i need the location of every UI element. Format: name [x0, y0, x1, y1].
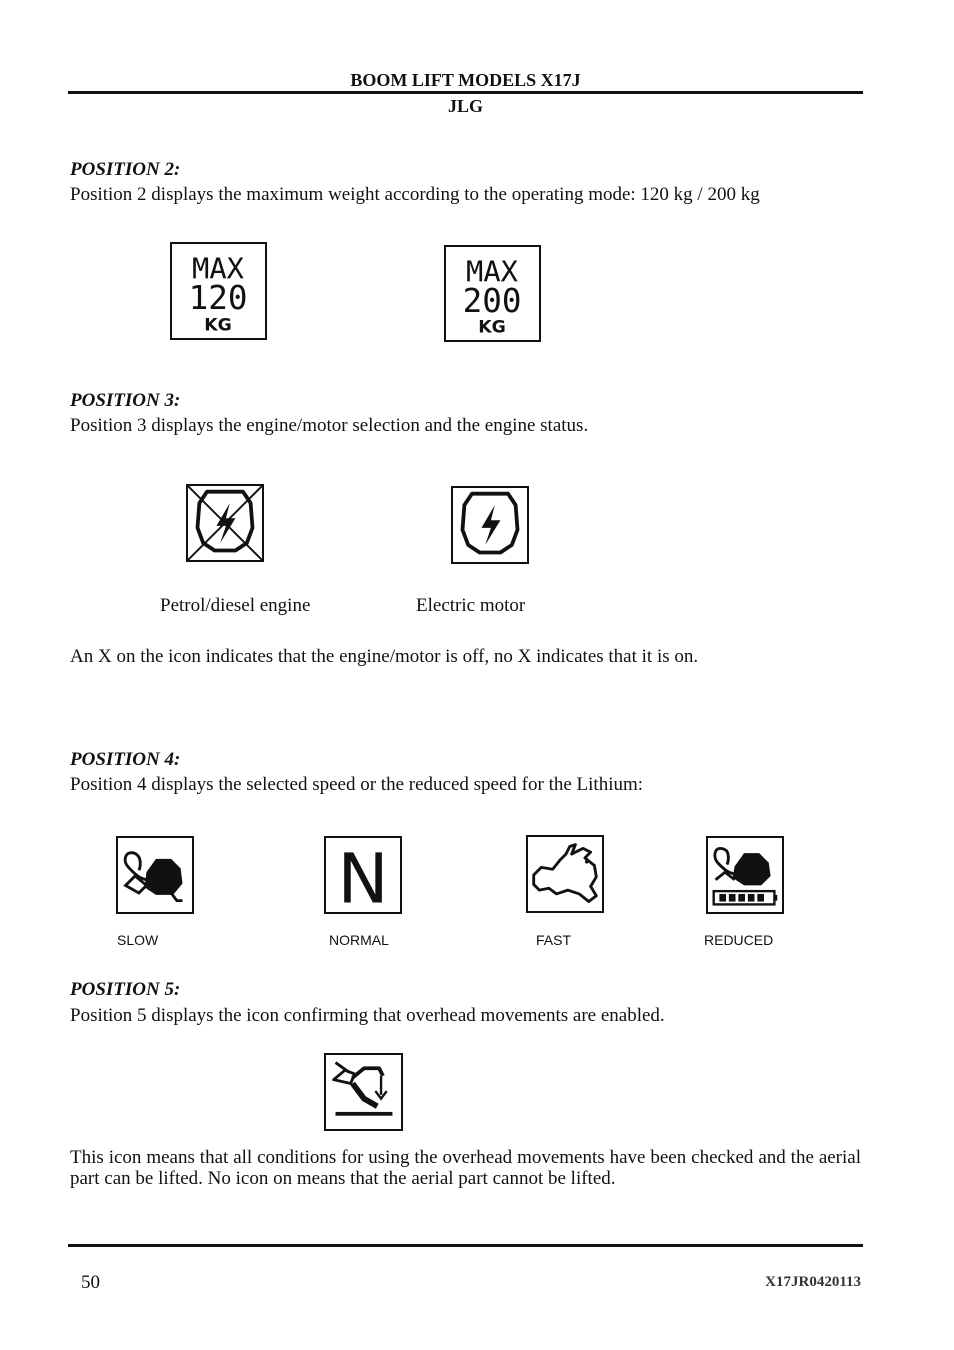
- position-4-text: Position 4 displays the selected speed or the reduced speed for the Lithium:: [70, 774, 644, 795]
- position-5-text: Position 5 displays the icon confirming that overhead movements are enabled.: [70, 1005, 665, 1026]
- position-4-heading: POSITION 4:: [70, 749, 181, 770]
- max-120-line1: MAX: [192, 251, 244, 286]
- document-code: X17JR0420113: [765, 1274, 861, 1290]
- petrol-diesel-caption: Petrol/diesel engine: [160, 595, 311, 616]
- reduced-caption: REDUCED: [704, 932, 774, 948]
- normal-speed-icon: [324, 836, 402, 914]
- document-title: BOOM LIFT MODELS X17J: [350, 70, 581, 90]
- normal-glyph: N: [337, 840, 389, 912]
- electric-motor-caption: Electric motor: [416, 595, 526, 616]
- max-120-line2: 120: [188, 279, 248, 318]
- brand-name: JLG: [447, 96, 483, 116]
- page-number: 50: [81, 1272, 100, 1293]
- max-120-kg-icon: [170, 242, 267, 340]
- max-200-line2: 200: [462, 282, 522, 321]
- tortoise-reduced-icon: [706, 836, 784, 914]
- max-200-kg-icon: [444, 245, 541, 342]
- position-3-text: Position 3 displays the engine/motor selection and the engine status.: [70, 415, 589, 436]
- max-120-line3: KG: [204, 315, 232, 336]
- tortoise-slow-icon: [116, 836, 194, 914]
- max-200-line3: KG: [478, 317, 506, 338]
- position-5-heading: POSITION 5:: [70, 979, 181, 1000]
- position-2-text: Position 2 displays the maximum weight according to the operating mode: 120 kg / 200 kg: [70, 184, 760, 205]
- electric-motor-icon: [451, 486, 529, 564]
- overhead-movement-icon: [324, 1053, 403, 1131]
- position-3-note: An X on the icon indicates that the engine/motor is off, no X indicates that it is on.: [70, 646, 699, 667]
- footer-rule: [68, 1244, 863, 1247]
- position-5-note: This icon means that all conditions for using the overhead movements have been checked and the aerial part can be lifted. No icon on means that the aerial part cannot be lifted.: [70, 1147, 861, 1189]
- fast-caption: FAST: [536, 932, 572, 948]
- engine-off-icon: [186, 484, 264, 562]
- header-rule: [68, 91, 863, 94]
- normal-caption: NORMAL: [329, 932, 389, 948]
- slow-caption: SLOW: [117, 932, 159, 948]
- hare-fast-icon: [526, 835, 604, 913]
- position-3-heading: POSITION 3:: [70, 390, 181, 411]
- max-200-line1: MAX: [466, 254, 518, 289]
- position-2-heading: POSITION 2:: [70, 159, 181, 180]
